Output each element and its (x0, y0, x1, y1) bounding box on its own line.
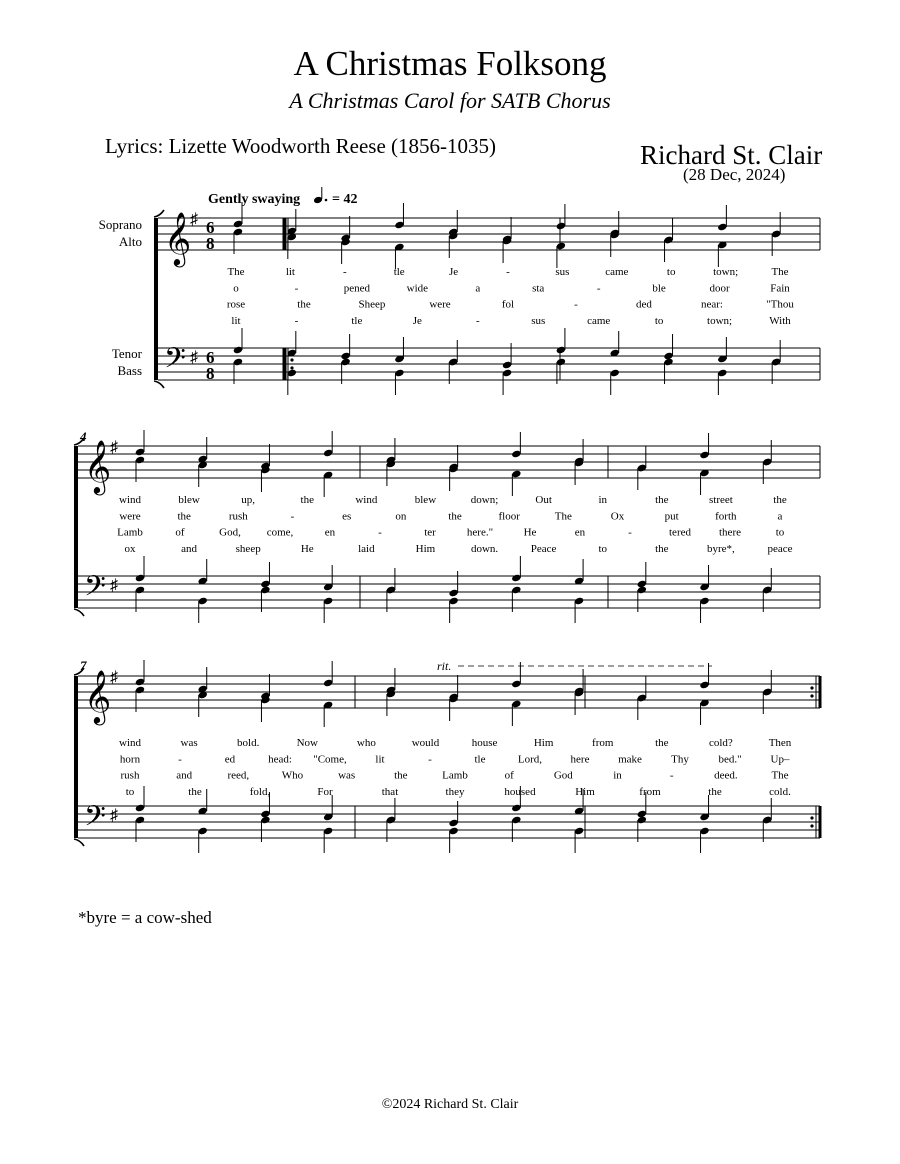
lyric-syllable: wind (119, 494, 141, 506)
lyric-syllable: en (574, 526, 586, 539)
lyric-syllable: - (574, 298, 578, 311)
lyric-syllable: here (570, 753, 590, 766)
lyric-syllable: rush (120, 769, 140, 782)
composition-date: (28 Dec, 2024) (683, 165, 786, 184)
lyric-syllable: tered (669, 526, 691, 539)
dotted-quarter-note-icon (313, 187, 327, 204)
lyric-syllable: He (523, 526, 537, 539)
lyric-syllable: Thy (671, 753, 689, 766)
lyric-syllable: come, (266, 526, 294, 539)
lyric-syllable: house (471, 737, 498, 749)
lyric-syllable: The (771, 769, 789, 782)
lyric-syllable: With (769, 314, 791, 327)
bass-clef-icon: 𝄢 (164, 344, 186, 381)
lyric-syllable: Who (281, 769, 304, 782)
lyricist-credit: Lyrics: Lizette Woodworth Reese (1856-1035) (105, 134, 496, 158)
lyric-syllable: ded (636, 298, 652, 311)
lyric-syllable: peace (767, 542, 793, 555)
lyric-syllable: wind (355, 494, 378, 506)
lyric-syllable: Now (296, 737, 318, 749)
lyric-syllable: Lord, (517, 753, 543, 766)
lyric-syllable: Him (415, 542, 436, 555)
lyric-syllable: the (655, 494, 669, 506)
bass-staff (158, 344, 820, 383)
sharp-key-signature-icon: ♯ (110, 577, 118, 594)
lyric-syllable: fold, (249, 785, 271, 798)
lyric-syllable: Lamb (117, 526, 143, 539)
alto-label: Alto (118, 234, 142, 249)
lyric-syllable: the (188, 785, 202, 798)
lyric-syllable: - (596, 282, 601, 295)
lyric-syllable: would (411, 737, 440, 749)
lyric-syllable: the (773, 494, 787, 506)
lyric-syllable: Up– (770, 753, 790, 766)
lyric-syllable: Sheep (358, 298, 386, 311)
lyric-syllable: who (356, 737, 376, 749)
lyric-syllable: the (708, 785, 722, 798)
lyric-syllable: Je (449, 266, 459, 278)
lyric-syllable: tle (474, 753, 486, 766)
lyric-syllable: head: (268, 753, 292, 766)
lyric-syllable: Je (412, 314, 422, 327)
lyric-syllable: horn (119, 753, 141, 766)
lyric-syllable: rose (226, 298, 246, 311)
lyric-syllable: to (125, 785, 135, 798)
lyric-syllable: the (448, 510, 462, 523)
lyric-syllable: Then (768, 737, 792, 749)
lyric-syllable: lit (231, 314, 241, 327)
sharp-key-signature-icon: ♯ (110, 439, 118, 456)
lyric-syllable: byre*, (707, 542, 735, 555)
lyric-syllable: ed (224, 753, 236, 766)
lyric-syllable: es (342, 510, 352, 523)
lyric-syllable: came (587, 314, 611, 327)
lyric-syllable: bold. (237, 737, 260, 749)
lyric-syllable: to (666, 266, 676, 278)
lyric-syllable: deed. (714, 769, 738, 782)
lyric-syllable: lit (375, 753, 385, 766)
lyric-syllable: a (777, 510, 783, 523)
lyric-syllable: sta (532, 282, 545, 295)
lyric-syllable: the (394, 769, 408, 782)
lyric-syllable: of (504, 769, 514, 782)
lyric-syllable: sus (555, 266, 570, 278)
lyric-syllable: Peace (530, 542, 557, 555)
bass-clef-icon: 𝄢 (84, 572, 106, 609)
page-title: A Christmas Folksong (293, 44, 607, 83)
lyric-syllable: wind (119, 737, 141, 749)
lyric-syllable: lit (285, 266, 295, 278)
lyric-syllable: Ox (610, 510, 625, 523)
lyric-syllable: ter (424, 526, 436, 539)
lyric-syllable: a (475, 282, 481, 295)
lyric-syllable: - (428, 753, 432, 766)
lyric-syllable: blew (178, 494, 200, 506)
lyric-syllable: in (598, 494, 608, 506)
lyric-syllable: came (605, 266, 629, 278)
lyric-syllable: to (775, 526, 785, 539)
treble-clef-icon: 𝄞 (164, 213, 192, 264)
lyric-syllable: tle (351, 314, 363, 327)
soprano-label: Soprano (98, 217, 142, 232)
lyric-syllable: to (654, 314, 664, 327)
lyric-syllable: down. (470, 542, 499, 555)
lyrics-system-2 (117, 494, 792, 555)
lyric-syllable: was (338, 769, 356, 782)
lyric-syllable: from (592, 737, 614, 749)
lyric-syllable: was (180, 737, 198, 749)
lyric-syllable: cold? (708, 737, 733, 749)
tenor-label: Tenor (111, 346, 142, 361)
footnote: *byre = a cow-shed (78, 908, 212, 927)
time-signature-denominator: 8 (206, 234, 215, 253)
lyric-syllable: - (506, 266, 510, 278)
lyric-syllable: wide (406, 282, 429, 295)
lyric-syllable: here." (466, 526, 494, 539)
lyric-syllable: the (177, 510, 191, 523)
treble-clef-icon: 𝄞 (84, 441, 112, 492)
lyrics-system-3 (119, 737, 792, 798)
bass-clef-icon: 𝄢 (84, 802, 106, 839)
time-signature-denominator: 8 (206, 364, 215, 383)
lyric-syllable: the (655, 542, 669, 555)
lyric-syllable: laid (358, 542, 375, 555)
bass-label: Bass (117, 363, 142, 378)
subtitle: A Christmas Carol for SATB Chorus (289, 88, 611, 113)
lyric-syllable: and (181, 542, 198, 555)
lyric-syllable: make (618, 753, 642, 766)
lyric-syllable: sheep (235, 542, 261, 555)
time-signature-numerator: 6 (206, 218, 215, 237)
lyric-syllable: - (475, 314, 480, 327)
lyric-syllable: street (708, 494, 733, 506)
lyric-syllable: - (378, 526, 382, 539)
ritardando-marking: rit. (437, 659, 452, 673)
lyric-syllable: fol (501, 298, 515, 311)
lyric-syllable: - (294, 282, 299, 295)
lyric-syllable: Out (535, 494, 552, 506)
lyric-syllable: of (175, 526, 185, 539)
lyric-syllable: were (429, 298, 451, 311)
lyric-syllable: - (669, 769, 674, 782)
lyrics-system-1 (227, 266, 795, 327)
system-3 (74, 660, 820, 853)
time-signature-numerator: 6 (206, 348, 215, 367)
lyric-syllable: near: (701, 298, 723, 311)
lyric-syllable: rush (228, 510, 248, 523)
composer-credit: Richard St. Clair (640, 140, 823, 170)
lyric-syllable: The (227, 266, 245, 278)
lyric-syllable: there (719, 526, 741, 539)
lyric-syllable: Lamb (442, 769, 468, 782)
lyric-syllable: tle (393, 266, 405, 278)
lyric-syllable: housed (504, 785, 536, 798)
lyric-syllable: the (300, 494, 314, 506)
lyric-syllable: reed, (227, 769, 250, 782)
lyric-syllable: town; (713, 266, 739, 278)
lyric-syllable: from (639, 785, 661, 798)
measure-number-4: 4 (80, 429, 87, 444)
sharp-key-signature-icon: ♯ (110, 807, 118, 824)
copyright-notice: ©2024 Richard St. Clair (381, 1097, 519, 1112)
lyric-syllable: pened (343, 282, 371, 295)
lyric-syllable: "Come, (313, 753, 347, 766)
lyric-syllable: ble (652, 282, 666, 295)
tempo-value: = 42 (332, 192, 358, 207)
lyric-syllable: bed." (718, 753, 742, 766)
lyric-syllable: - (290, 510, 295, 523)
lyric-syllable: God (553, 769, 573, 782)
lyric-syllable: Fain (770, 282, 790, 295)
lyric-syllable: sus (531, 314, 546, 327)
sharp-key-signature-icon: ♯ (110, 669, 118, 686)
lyric-syllable: God, (219, 526, 241, 539)
lyric-syllable: o (233, 282, 239, 295)
lyric-syllable: they (445, 785, 465, 798)
lyric-syllable: were (119, 510, 141, 523)
lyric-syllable: Him (533, 737, 554, 749)
lyric-syllable: "Thou (766, 298, 794, 311)
lyric-syllable: For (317, 785, 333, 798)
lyric-syllable: - (178, 753, 182, 766)
lyric-syllable: forth (715, 510, 737, 523)
lyric-syllable: down; (470, 494, 499, 506)
lyric-syllable: to (598, 542, 608, 555)
treble-clef-icon: 𝄞 (84, 671, 112, 722)
lyric-syllable: and (176, 769, 193, 782)
lyric-syllable: blew (414, 494, 437, 506)
lyric-syllable: in (613, 769, 622, 782)
lyric-syllable: the (297, 298, 311, 311)
lyric-syllable: The (771, 266, 789, 278)
lyric-syllable: Him (575, 785, 595, 798)
tempo-text: Gently swaying (208, 192, 301, 207)
lyric-syllable: - (294, 314, 299, 327)
lyric-syllable: cold. (769, 785, 791, 798)
lyric-syllable: He (300, 542, 314, 555)
treble-staff (158, 211, 820, 267)
lyric-syllable: - (628, 526, 632, 539)
lyric-syllable: on (395, 510, 407, 523)
system-2 (74, 430, 820, 623)
measure-number-7: 7 (80, 658, 87, 673)
sharp-key-signature-icon: ♯ (190, 349, 198, 366)
lyric-syllable: - (342, 266, 347, 278)
lyric-syllable: up, (241, 494, 256, 506)
lyric-syllable: en (324, 526, 336, 539)
lyric-syllable: that (381, 785, 399, 798)
sharp-key-signature-icon: ♯ (190, 211, 198, 228)
lyric-syllable: put (664, 510, 679, 523)
lyric-syllable: floor (498, 510, 520, 523)
lyric-syllable: the (655, 737, 669, 749)
lyric-syllable: door (709, 282, 730, 295)
lyric-syllable: ox (124, 542, 136, 555)
lyric-syllable: The (554, 510, 572, 523)
lyric-syllable: town; (707, 314, 733, 327)
